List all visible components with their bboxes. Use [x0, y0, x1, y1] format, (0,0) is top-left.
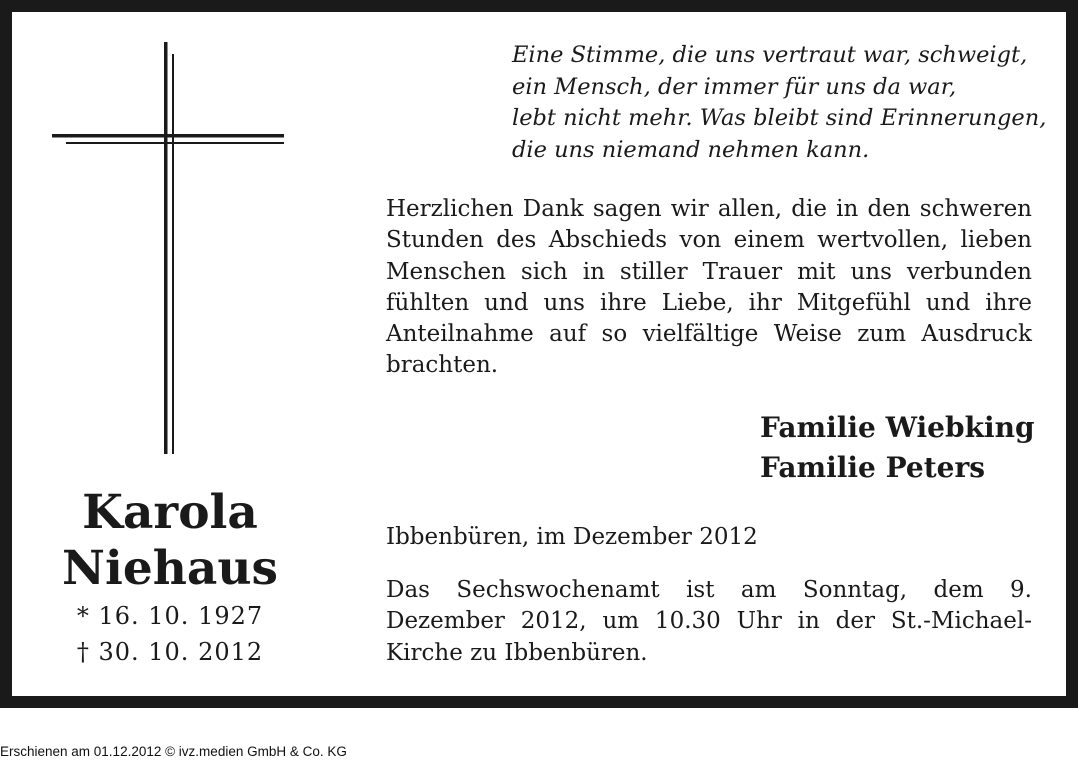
- poem-line: ein Mensch, der immer für uns da war,: [512, 73, 957, 100]
- birth-date: * 16. 10. 1927: [76, 602, 264, 630]
- signature-block: [760, 408, 1060, 488]
- poem-line: Eine Stimme, die uns vertraut war, schweigt,: [512, 42, 1028, 68]
- obituary-card: [12, 12, 1066, 696]
- deceased-first-name: Karola: [82, 485, 258, 540]
- thanks-paragraph: Herzlichen Dank sagen wir allen, die in den schweren Stunden des Abschieds von einem wertvollen, lieben Menschen sich in stiller Trauer mit uns verbunden fühlten und uns ihre Liebe, ihr Mitgefühl und ihre Anteilnahme auf so vielfältige Weise zum Ausdruck brachten.: [386, 196, 1032, 379]
- poem-line: die uns niemand nehmen kann.: [512, 136, 870, 163]
- publication-footer: Erschienen am 01.12.2012 © ivz.medien GmbH & Co. KG: [0, 744, 347, 759]
- memorial-poem: [512, 40, 1052, 166]
- poem-line: lebt nicht mehr. Was bleibt sind Erinnerungen,: [512, 105, 1047, 131]
- cross-icon: [52, 40, 288, 460]
- service-announcement: Das Sechswochenamt ist am Sonntag, dem 9. Dezember 2012, um 10.30 Uhr in der St.-Michael-Kirche zu Ibbenbüren.: [386, 577, 1032, 666]
- signature-family: Familie Wiebking: [760, 411, 1035, 444]
- signature-family: Familie Peters: [760, 451, 985, 484]
- death-date: † 30. 10. 2012: [76, 638, 264, 666]
- place-date: Ibbenbüren, im Dezember 2012: [386, 524, 758, 550]
- deceased-last-name: Niehaus: [62, 541, 278, 596]
